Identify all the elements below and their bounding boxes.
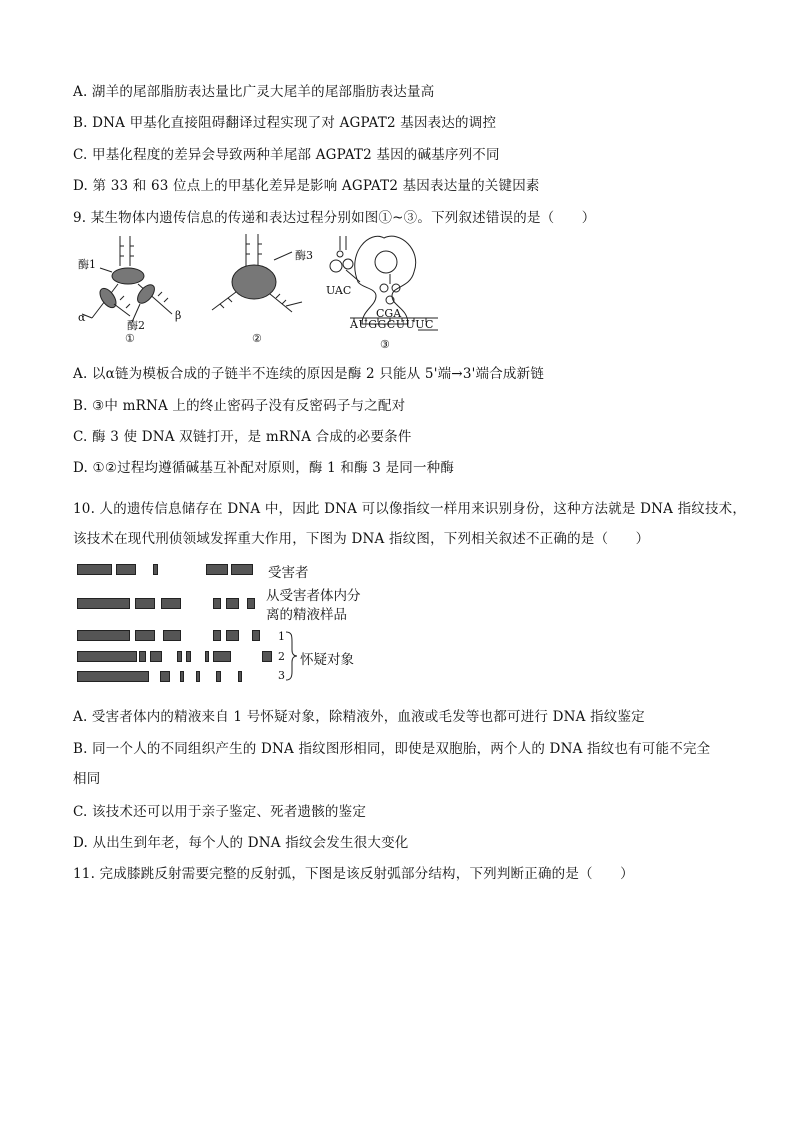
band bbox=[77, 630, 130, 641]
q9-stem: 9. 某生物体内遗传信息的传递和表达过程分别如图①~③。下列叙述错误的是（ ） bbox=[73, 210, 596, 226]
suspect-number-2: 2 bbox=[278, 650, 285, 663]
band bbox=[226, 598, 239, 609]
band bbox=[247, 598, 255, 609]
band bbox=[213, 598, 221, 609]
q10-option-b-continued: 相同 bbox=[73, 771, 101, 787]
band bbox=[252, 630, 260, 641]
sample-label-line1: 从受害者体内分 bbox=[266, 588, 361, 604]
q10-option-b: B. 同一个人的不同组织产生的 DNA 指纹图形相同，即使是双胞胎，两个人的 DNA 指纹也有可能不完全 bbox=[73, 741, 711, 757]
band bbox=[186, 651, 191, 662]
band bbox=[150, 651, 162, 662]
suspects-label: 怀疑对象 bbox=[300, 652, 354, 668]
band bbox=[213, 630, 221, 641]
band bbox=[135, 630, 155, 641]
band bbox=[180, 671, 184, 682]
mrna-sequence: AUGGCUUUC bbox=[350, 318, 434, 331]
band bbox=[77, 671, 149, 682]
figure1-number: ① bbox=[125, 332, 135, 345]
band bbox=[205, 651, 209, 662]
band bbox=[177, 651, 182, 662]
enzyme2-label: 酶2 bbox=[127, 319, 145, 332]
band bbox=[139, 651, 146, 662]
band bbox=[213, 651, 231, 662]
replication-diagram bbox=[82, 236, 172, 322]
suspect-number-1: 1 bbox=[278, 630, 285, 643]
q9-option-c: C. 酶 3 使 DNA 双链打开，是 mRNA 合成的必要条件 bbox=[73, 429, 412, 445]
sample-label-line2: 离的精液样品 bbox=[266, 607, 347, 623]
band bbox=[206, 564, 228, 575]
enzyme3-ellipse bbox=[232, 265, 276, 299]
band bbox=[160, 671, 170, 682]
q9-option-a: A. 以α链为模板合成的子链半不连续的原因是酶 2 只能从 5'端→3'端合成新链 bbox=[73, 366, 545, 382]
band bbox=[116, 564, 136, 575]
band bbox=[161, 598, 181, 609]
band bbox=[231, 564, 253, 575]
enzyme3-label: 酶3 bbox=[295, 249, 313, 262]
figure3-number: ③ bbox=[380, 338, 390, 351]
q10-stem-line2: 该技术在现代刑侦领域发挥重大作用，下图为 DNA 指纹图，下列相关叙述不正确的是（ ） bbox=[73, 531, 650, 547]
enzyme1-ellipse bbox=[112, 268, 144, 284]
q9-option-d: D. ①②过程均遵循碱基互补配对原则，酶 1 和酶 3 是同一种酶 bbox=[73, 460, 455, 476]
q8-option-c: C. 甲基化程度的差异会导致两种羊尾部 AGPAT2 基因的碱基序列不同 bbox=[73, 147, 500, 163]
q10-option-c: C. 该技术还可以用于亲子鉴定、死者遗骸的鉴定 bbox=[73, 804, 367, 820]
q9-option-b: B. ③中 mRNA 上的终止密码子没有反密码子与之配对 bbox=[73, 398, 406, 414]
q8-option-b: B. DNA 甲基化直接阻碍翻译过程实现了对 AGPAT2 基因表达的调控 bbox=[73, 115, 497, 131]
band bbox=[196, 671, 200, 682]
band bbox=[77, 598, 130, 609]
band bbox=[238, 671, 242, 682]
band bbox=[226, 630, 239, 641]
anticodon-label: UAC bbox=[326, 284, 352, 297]
suspects-bracket bbox=[284, 630, 298, 682]
victim-label: 受害者 bbox=[268, 565, 309, 581]
transcription-diagram bbox=[212, 234, 302, 312]
codon-label: CGA bbox=[376, 307, 402, 320]
q11-stem: 11. 完成膝跳反射需要完整的反射弧，下图是该反射弧部分结构，下列判断正确的是（ ） bbox=[73, 866, 634, 882]
beta-label: β bbox=[175, 309, 182, 322]
q10-option-a: A. 受害者体内的精液来自 1 号怀疑对象，除精液外，血液或毛发等也都可进行 DNA 指纹鉴定 bbox=[73, 709, 645, 725]
band bbox=[135, 598, 155, 609]
alpha-label: α bbox=[78, 311, 86, 324]
suspect-number-3: 3 bbox=[278, 669, 285, 682]
band bbox=[262, 651, 272, 662]
band bbox=[77, 564, 112, 575]
band bbox=[216, 671, 221, 682]
q8-option-d: D. 第 33 和 63 位点上的甲基化差异是影响 AGPAT2 基因表达量的关键因素 bbox=[73, 178, 540, 194]
figure2-number: ② bbox=[252, 332, 262, 345]
band bbox=[153, 564, 158, 575]
q8-option-a: A. 湖羊的尾部脂肪表达量比广灵大尾羊的尾部脂肪表达量高 bbox=[73, 84, 435, 100]
q10-option-d: D. 从出生到年老，每个人的 DNA 指纹会发生很大变化 bbox=[73, 835, 409, 851]
band bbox=[163, 630, 181, 641]
enzyme1-label: 酶1 bbox=[78, 258, 96, 271]
band bbox=[77, 651, 137, 662]
q10-stem-line1: 10. 人的遗传信息储存在 DNA 中，因此 DNA 可以像指纹一样用来识别身份，这种方法就是 DNA 指纹技术， bbox=[73, 501, 747, 517]
